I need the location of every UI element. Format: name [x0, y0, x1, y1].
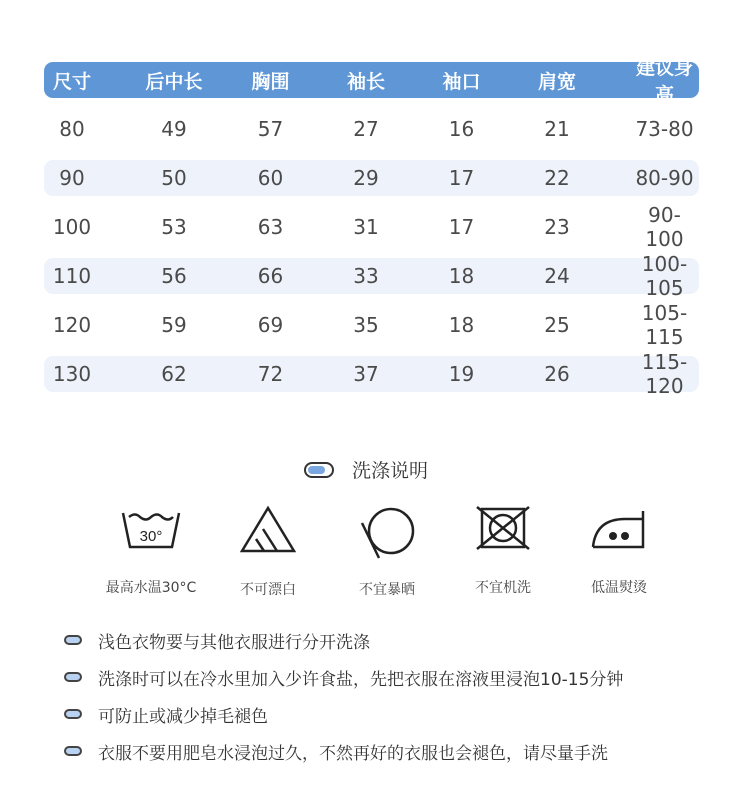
cell-shoulder: 24	[544, 264, 570, 288]
table-row	[44, 203, 699, 251]
note-item	[64, 739, 623, 763]
pill-icon	[64, 746, 82, 756]
cell-cuff: 18	[448, 313, 475, 337]
header-cuff: 袖口	[442, 70, 481, 93]
note-text: 衣服不要用肥皂水浸泡过久，不然再好的衣服也会褪色，请尽量手洗	[98, 743, 608, 764]
cell-chest: 72	[257, 362, 284, 386]
table-row	[44, 160, 699, 196]
cell-sleeve-length: 29	[353, 166, 379, 190]
cell-shoulder: 23	[544, 215, 570, 239]
cell-back-length: 56	[161, 264, 187, 288]
low-iron-icon	[589, 505, 649, 551]
cell-height: 90-100	[645, 203, 684, 251]
cell-back-length: 59	[161, 313, 187, 337]
care-caption-machine: 不宜机洗	[475, 580, 531, 596]
size-table	[44, 57, 699, 405]
care-item-no-machine	[443, 505, 563, 597]
cell-sleeve-length: 35	[353, 313, 379, 337]
cell-height: 105-115	[641, 301, 688, 349]
note-text: 洗涤时可以在冷水里加入少许食盐，先把衣服在溶液里浸泡10-15分钟	[98, 669, 624, 690]
cell-sleeve-length: 33	[353, 264, 379, 288]
table-row	[44, 350, 699, 398]
cell-height: 73-80	[635, 117, 694, 141]
wash-notes	[64, 628, 623, 776]
care-item-low-iron	[559, 505, 679, 597]
table-header	[44, 57, 699, 106]
table-row	[44, 252, 699, 300]
cell-size: 110	[52, 264, 92, 288]
cell-chest: 60	[257, 166, 284, 190]
care-icons	[0, 505, 742, 615]
pill-icon	[64, 672, 82, 682]
cell-shoulder: 22	[544, 166, 570, 190]
header-height: 建议身高	[635, 57, 693, 106]
cell-size: 100	[52, 215, 92, 239]
cell-chest: 57	[257, 117, 284, 141]
care-caption-wash: 最高水温30°C	[105, 580, 197, 596]
note-item	[64, 628, 623, 652]
note-item	[64, 665, 623, 689]
pill-icon	[64, 709, 82, 719]
cell-height: 80-90	[635, 166, 694, 190]
cell-chest: 66	[257, 264, 284, 288]
wash-title-label: 洗涤说明	[352, 460, 429, 482]
table-row	[44, 111, 699, 147]
pill-icon	[64, 635, 82, 645]
header-shoulder: 肩宽	[537, 70, 576, 93]
cell-back-length: 50	[161, 166, 187, 190]
table-row	[44, 301, 699, 349]
care-caption-bleach: 不可漂白	[240, 582, 296, 598]
header-size: 尺寸	[52, 70, 91, 93]
cell-size: 120	[52, 313, 92, 337]
note-item	[64, 702, 623, 726]
cell-back-length: 62	[161, 362, 187, 386]
cell-cuff: 17	[448, 215, 475, 239]
care-caption-sun: 不宜暴晒	[359, 582, 415, 598]
cell-cuff: 18	[448, 264, 475, 288]
wash-temp-text: 30°	[139, 528, 163, 545]
toggle-icon	[304, 462, 334, 478]
cell-sleeve-length: 37	[353, 362, 379, 386]
care-item-no-sun	[327, 505, 447, 599]
header-chest: 胸围	[251, 70, 290, 93]
cell-size: 80	[59, 117, 85, 141]
cell-sleeve-length: 27	[353, 117, 379, 141]
header-back-length: 后中长	[145, 70, 203, 93]
cell-chest: 63	[257, 215, 284, 239]
cell-back-length: 53	[161, 215, 187, 239]
cell-size: 90	[59, 166, 85, 190]
wash-title	[304, 456, 428, 483]
cell-cuff: 17	[448, 166, 475, 190]
no-sun-dry-icon	[357, 505, 417, 561]
cell-height: 100-105	[641, 252, 688, 300]
no-machine-wash-icon	[474, 505, 532, 551]
cell-size: 130	[52, 362, 92, 386]
cell-back-length: 49	[161, 117, 187, 141]
cell-cuff: 16	[448, 117, 475, 141]
cell-shoulder: 25	[544, 313, 570, 337]
note-text: 可防止或减少掉毛褪色	[98, 706, 268, 727]
cell-shoulder: 21	[544, 117, 570, 141]
cell-sleeve-length: 31	[353, 215, 379, 239]
cell-shoulder: 26	[544, 362, 570, 386]
header-sleeve-length: 袖长	[346, 70, 385, 93]
wash-30-icon	[120, 505, 182, 551]
note-text: 浅色衣物要与其他衣服进行分开洗涤	[98, 632, 370, 653]
no-bleach-icon	[239, 505, 297, 553]
care-item-wash-30	[91, 505, 211, 597]
care-caption-iron: 低温熨烫	[591, 580, 647, 596]
care-item-no-bleach	[208, 505, 328, 599]
cell-height: 115-120	[641, 350, 688, 398]
cell-cuff: 19	[448, 362, 475, 386]
cell-chest: 69	[257, 313, 284, 337]
